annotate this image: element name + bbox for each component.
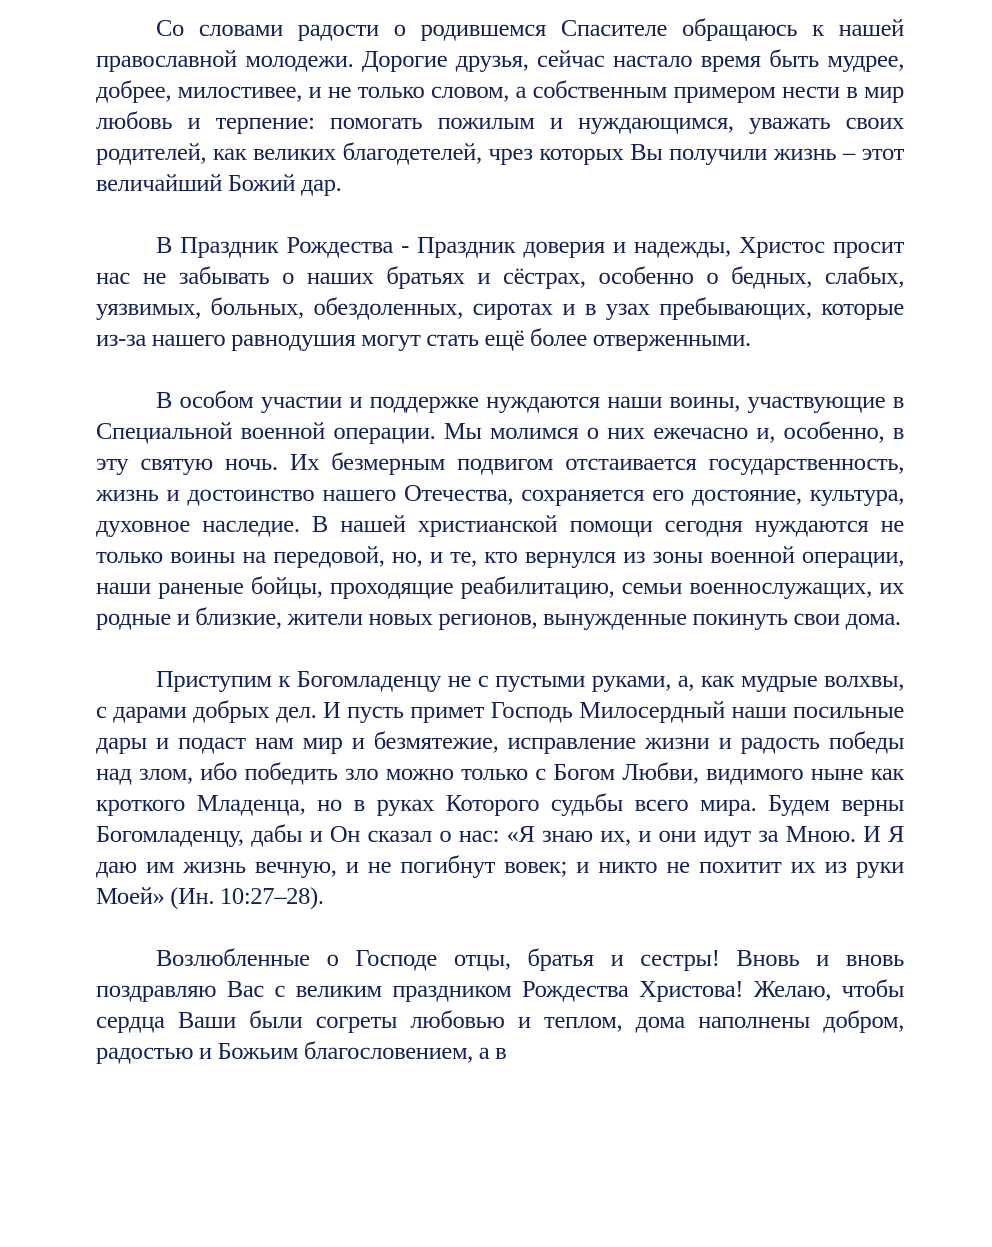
paragraph-good-deeds: Приступим к Богомладенцу не с пустыми руками, а, как мудрые волхвы, с дарами добрых дел. И пусть примет Господь Милосердный наши посильные дары и подаст нам мир и безмятежие, исправление жизни и радость победы над злом, ибо победить зло можно только с Богом Любви, видимого ныне как кроткого Младенца, но в руках Которого судьбы всего мира. Будем верны Богомладенцу, дабы и Он сказал о нас: «Я знаю их, и они идут за Мною. И Я даю им жизнь вечную, и не погибнут вовек; и никто не похитит их из руки Моей» (Ин. 10:27–28). bbox=[96, 666, 904, 910]
paragraph-greetings: Возлюбленные о Господе отцы, братья и сестры! Вновь и вновь поздравляю Вас с великим праздником Рождества Христова! Желаю, чтобы сердца Ваши были согреты любовью и теплом, дома наполнены добром, радостью и Божьим благословением, а в bbox=[96, 945, 904, 1065]
paragraph-youth-appeal: Со словами радости о родившемся Спасителе обращаюсь к нашей православной молодежи. Дорогие друзья, сейчас настало время быть мудрее, добрее, милостивее, и не только словом, а собственным примером нести в мир любовь и терпение: помогать пожилым и нуждающимся, уважать своих родителей, как великих благодетелей, чрез которых Вы получили жизнь – этот величайший Божий дар. bbox=[96, 15, 904, 197]
document-page bbox=[96, 13, 904, 1098]
paragraph-christmas-trust: В Праздник Рождества - Праздник доверия и надежды, Христос просит нас не забывать о наших братьях и сёстрах, особенно о бедных, слабых, уязвимых, больных, обездоленных, сиротах и в узах пребывающих, которые из-за нашего равнодушия могут стать ещё более отверженными. bbox=[96, 232, 904, 352]
paragraph-soldiers-support: В особом участии и поддержке нуждаются наши воины, участвующие в Специальной военной операции. Мы молимся о них ежечасно и, особенно, в эту святую ночь. Их безмерным подвигом отстаивается государственность, жизнь и достоинство нашего Отечества, сохраняется его достояние, культура, духовное наследие. В нашей христианской помощи сегодня нуждаются не только воины на передовой, но, и те, кто вернулся из зоны военной операции, наши раненые бойцы, проходящие реабилитацию, семьи военнослужащих, их родные и близкие, жители новых регионов, вынужденные покинуть свои дома. bbox=[96, 387, 904, 631]
